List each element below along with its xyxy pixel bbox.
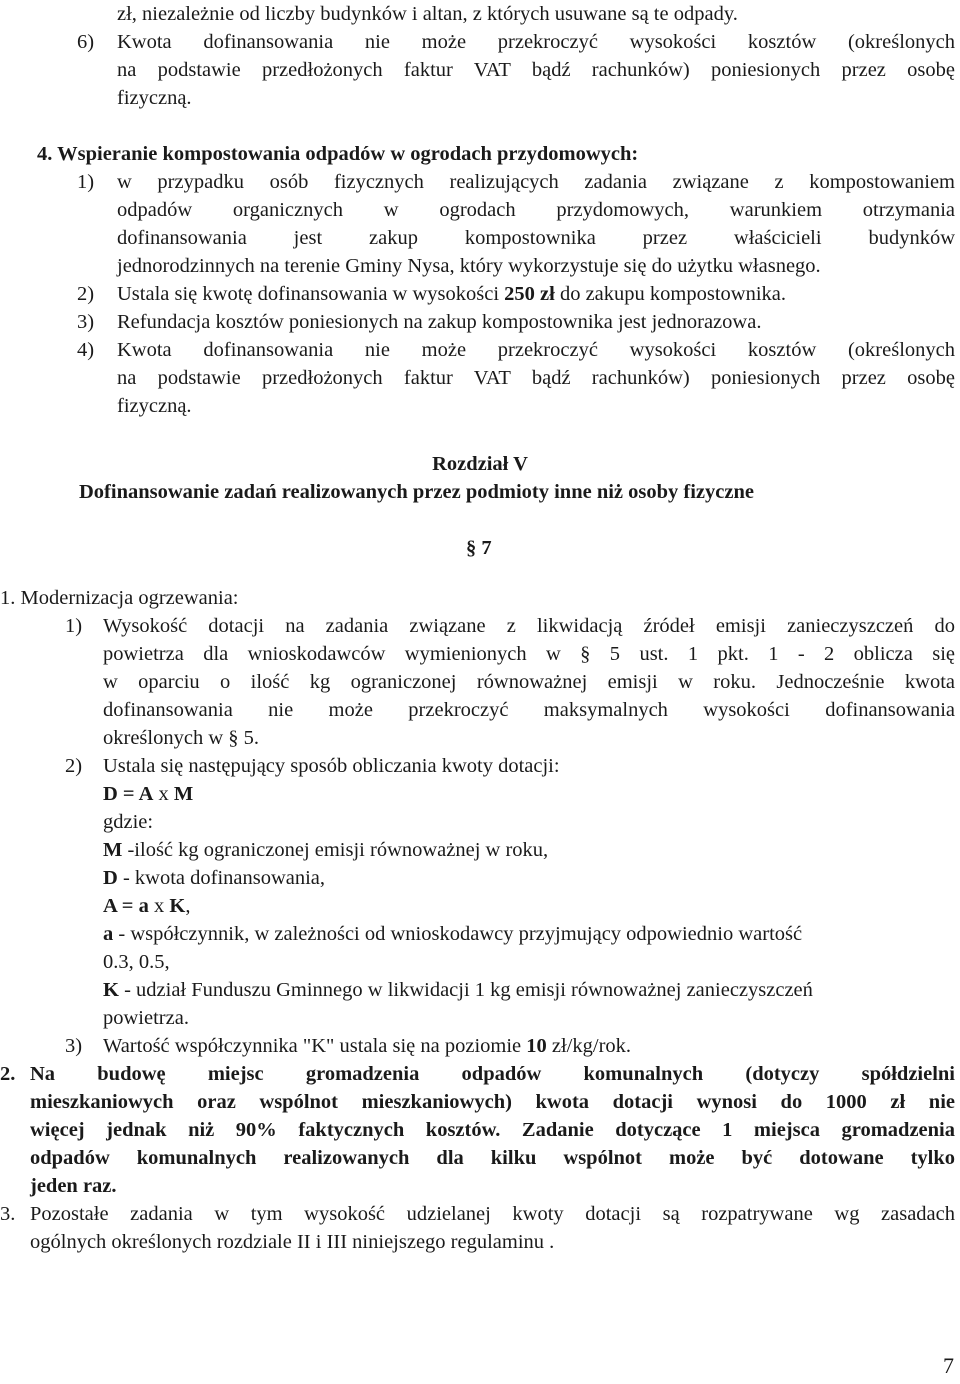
text-run: Ustala się kwotę dofinansowania w wysokości bbox=[117, 283, 505, 305]
formula-part: K bbox=[169, 895, 186, 917]
text-line: zł, niezależnie od liczby budynków i altan, z których usuwane są te odpady. bbox=[117, 3, 738, 25]
text-line: na podstawie przedłożonych faktur VAT bądź rachunków) poniesionych przez osobę bbox=[117, 367, 955, 389]
text-line: Ustala się następujący sposób obliczania kwoty dotacji: bbox=[103, 755, 560, 777]
list-number: 3. bbox=[0, 1203, 16, 1225]
definition-line bbox=[103, 864, 325, 892]
text-line: mieszkaniowych oraz wspólnot mieszkaniowych) kwota dotacji wynosi do 1000 zł nie bbox=[30, 1091, 955, 1113]
formula-part: M bbox=[173, 783, 194, 805]
chapter-subtitle: Dofinansowanie zadań realizowanych przez podmioty inne niż osoby fizyczne bbox=[79, 481, 754, 503]
text-line: odpadów komunalnych realizowanych dla kilku wspólnot może być dotowane tylko bbox=[30, 1147, 955, 1169]
text-run: - udział Funduszu Gminnego w likwidacji 1 kg emisji równoważnej zanieczyszczeń bbox=[118, 979, 813, 1001]
formula-part: , bbox=[185, 895, 191, 917]
text-line: Pozostałe zadania w tym wysokość udzielanej kwoty dotacji są rozpatrywane wg zasadach bbox=[30, 1203, 955, 1225]
page-number: 7 bbox=[943, 1353, 954, 1378]
text-run: do zakupu kompostownika. bbox=[554, 283, 786, 305]
text-line: gdzie: bbox=[103, 811, 154, 833]
list-number: 1) bbox=[77, 171, 95, 193]
amount-bold: 250 zł bbox=[504, 283, 555, 305]
formula-part: x bbox=[148, 895, 170, 917]
text-line: więcej jednak niż 90% faktycznych kosztów. Zadanie dotyczące 1 miejsca gromadzenia bbox=[30, 1119, 955, 1141]
text-line: Wysokość dotacji na zadania związane z likwidacją źródeł emisji zanieczyszczeń do bbox=[103, 615, 955, 637]
formula-part: x bbox=[153, 783, 174, 805]
list-number: 2) bbox=[65, 755, 83, 777]
amount-bold: 10 bbox=[526, 1035, 547, 1057]
definition-line bbox=[103, 976, 813, 1004]
list-number: 3) bbox=[65, 1035, 83, 1057]
text-run: -ilość kg ograniczonej emisji równoważnej w roku, bbox=[122, 839, 549, 861]
text-line: określonych w § 5. bbox=[103, 727, 260, 749]
text-line: fizyczną. bbox=[117, 395, 192, 417]
text-line bbox=[103, 1032, 631, 1060]
list-number: 2. bbox=[0, 1063, 16, 1085]
text-run: - kwota dofinansowania, bbox=[117, 867, 326, 889]
text-line: dofinansowania jest zakup kompostownika przez właścicieli budynków bbox=[117, 227, 955, 249]
text-line: Kwota dofinansowania nie może przekroczyć wysokości kosztów (określonych bbox=[117, 339, 955, 361]
list-number: 4) bbox=[77, 339, 95, 361]
text-run: zł/kg/rok. bbox=[546, 1035, 632, 1057]
section-heading: 4. Wspieranie kompostowania odpadów w ogrodach przydomowych: bbox=[37, 143, 639, 165]
text-line: powietrza. bbox=[103, 1007, 189, 1029]
paragraph-sign: § 7 bbox=[466, 537, 492, 559]
text-line: 0.3, 0.5, bbox=[103, 951, 170, 973]
symbol: D bbox=[103, 867, 118, 889]
definition-line bbox=[103, 920, 802, 948]
symbol: K bbox=[103, 979, 119, 1001]
section-heading: 1. Modernizacja ogrzewania: bbox=[0, 587, 239, 609]
text-line: fizyczną. bbox=[117, 87, 192, 109]
text-line: w oparciu o ilość kg ograniczonej równoważnej emisji w roku. Jednocześnie kwota bbox=[103, 671, 955, 693]
list-number: 3) bbox=[77, 311, 95, 333]
list-number: 6) bbox=[77, 31, 95, 53]
formula bbox=[103, 780, 193, 808]
text-line: Kwota dofinansowania nie może przekroczyć wysokości kosztów (określonych bbox=[117, 31, 955, 53]
text-run: - współczynnik, w zależności od wnioskodawcy przyjmujący odpowiednio wartość bbox=[113, 923, 803, 945]
symbol: a bbox=[103, 923, 114, 945]
text-line: Na budowę miejsc gromadzenia odpadów komunalnych (dotyczy spółdzielni bbox=[30, 1063, 955, 1085]
formula-part: D = A bbox=[103, 783, 154, 805]
list-number: 1) bbox=[65, 615, 83, 637]
text-line: odpadów organicznych w ogrodach przydomowych, warunkiem otrzymania bbox=[117, 199, 955, 221]
list-number: 2) bbox=[77, 283, 95, 305]
text-line: ogólnych określonych rozdziale II i III niniejszego regulaminu . bbox=[30, 1231, 555, 1253]
text-run: Wartość współczynnika "K" ustala się na poziomie bbox=[103, 1035, 527, 1057]
text-line: Refundacja kosztów poniesionych na zakup kompostownika jest jednorazowa. bbox=[117, 311, 762, 333]
text-line: dofinansowania nie może przekroczyć maksymalnych wysokości dofinansowania bbox=[103, 699, 955, 721]
chapter-title: Rozdział V bbox=[432, 453, 528, 475]
text-line: jednorodzinnych na terenie Gminy Nysa, który wykorzystuje się do użytku własnego. bbox=[117, 255, 821, 277]
text-line: jeden raz. bbox=[30, 1175, 117, 1197]
formula-part: A = a bbox=[103, 895, 149, 917]
text-line: na podstawie przedłożonych faktur VAT bądź rachunków) poniesionych przez osobę bbox=[117, 59, 955, 81]
text-line: w przypadku osób fizycznych realizujących zadania związane z kompostowaniem bbox=[117, 171, 955, 193]
text-line: powietrza dla wnioskodawców wymienionych w § 5 ust. 1 pkt. 1 - 2 oblicza się bbox=[103, 643, 955, 665]
symbol: M bbox=[103, 839, 123, 861]
definition-line bbox=[103, 836, 548, 864]
text-line bbox=[117, 280, 786, 308]
formula bbox=[103, 892, 190, 920]
